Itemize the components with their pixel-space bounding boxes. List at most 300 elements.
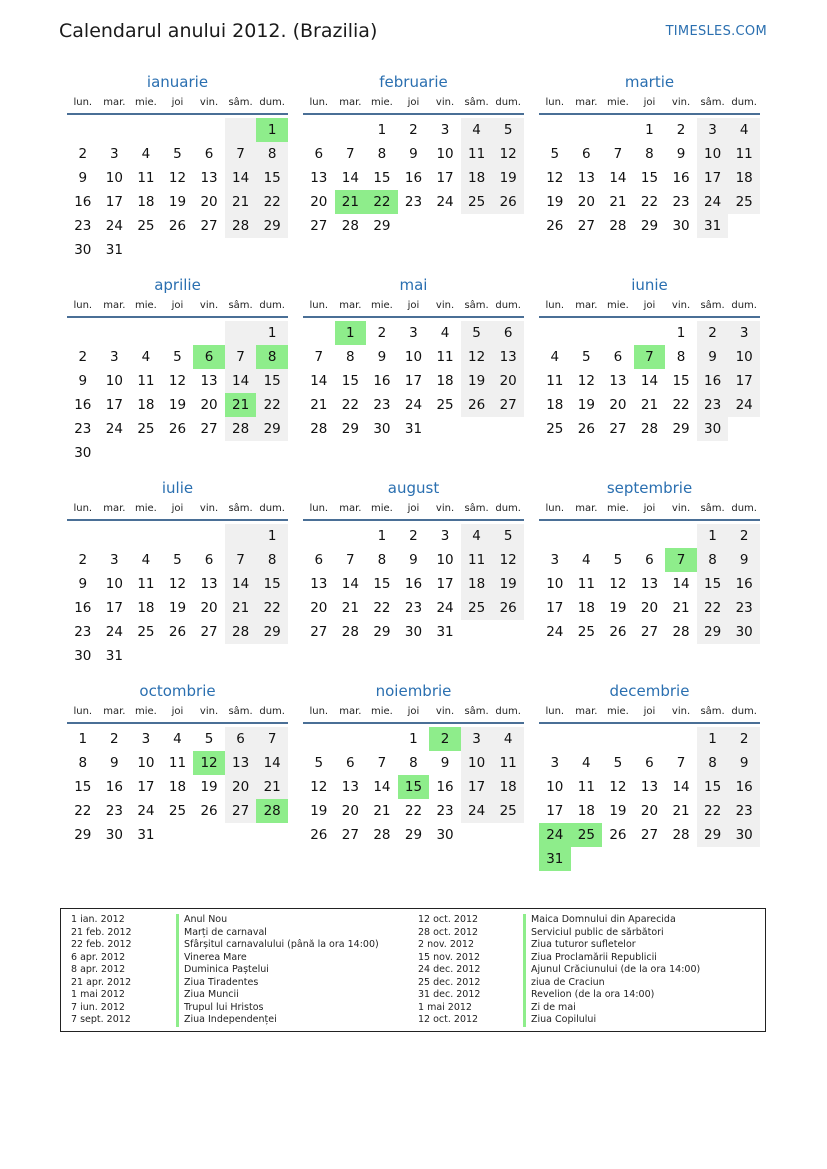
empty-cell [303,118,335,142]
day-cell: 25 [728,190,760,214]
day-cell: 18 [168,779,187,795]
day-cell: 14 [225,369,257,393]
day-cell: 23 [74,421,92,437]
day-cell: 20 [225,775,257,799]
month-iunie [539,275,760,465]
day-cell: 25 [577,624,595,640]
day-cell: 29 [341,421,359,437]
holiday-day-cell: 8 [256,345,288,369]
day-cell: 24 [461,799,493,823]
day-cell: 4 [582,755,591,771]
weekday-label: lun. [545,97,565,108]
day-cell: 9 [377,349,387,365]
day-cell: 4 [141,552,151,568]
empty-cell [162,524,194,548]
day-cell: 5 [613,755,623,771]
day-cell: 24 [546,624,564,640]
empty-cell [162,118,194,142]
day-cell: 29 [74,827,92,843]
empty-cell [193,524,225,548]
day-cell: 12 [168,576,187,592]
day-cell: 28 [341,218,359,234]
day-cell: 6 [225,727,257,751]
day-cell: 19 [168,194,187,210]
day-cell: 26 [168,218,187,234]
page-title: Calendarul anului 2012. (Brazilia) [59,20,378,42]
day-cell: 1 [697,727,729,751]
day-cell: 14 [310,373,328,389]
day-cell: 22 [697,596,729,620]
empty-cell [602,524,634,548]
day-cell: 9 [728,751,760,775]
day-cell: 16 [74,397,92,413]
day-cell: 24 [105,421,123,437]
day-cell: 3 [697,118,729,142]
day-cell: 6 [645,755,654,771]
day-cell: 30 [728,620,760,644]
day-cell: 1 [697,524,729,548]
day-cell: 20 [609,397,627,413]
day-cell: 3 [141,731,151,747]
day-cell: 18 [137,397,155,413]
legend-row [71,952,379,965]
weekday-label: dum. [259,706,285,717]
day-cell: 19 [200,779,218,795]
legend-holiday-name: Ziua Proclamării Republicii [523,952,657,965]
day-cell: 3 [440,528,450,544]
day-cell: 18 [436,373,454,389]
weekday-label: mar. [575,97,598,108]
day-cell: 8 [697,751,729,775]
day-cell: 10 [436,552,454,568]
month-name: martie [624,73,675,91]
day-cell: 13 [200,576,218,592]
day-cell: 4 [440,325,450,341]
day-cell: 3 [728,321,760,345]
legend-date: 2 nov. 2012 [418,939,474,950]
day-cell: 10 [105,576,123,592]
legend-row [418,952,700,965]
weekday-label: mie. [370,300,393,311]
day-cell: 7 [225,345,257,369]
day-cell: 1 [377,122,387,138]
day-cell: 26 [461,393,493,417]
day-cell: 18 [577,803,595,819]
day-cell: 16 [728,775,760,799]
day-cell: 22 [74,803,92,819]
day-cell: 31 [105,242,123,258]
day-cell: 28 [341,624,359,640]
weekday-header [303,498,524,521]
weekday-header [67,92,288,115]
day-cell: 11 [461,142,493,166]
day-cell: 27 [225,799,257,823]
day-cell: 23 [436,803,454,819]
empty-cell [99,524,131,548]
month-name: mai [399,276,428,294]
day-cell: 22 [672,397,690,413]
month-name: noiembrie [375,682,452,700]
day-cell: 12 [492,142,524,166]
day-cell: 25 [546,421,564,437]
weekday-header [303,92,524,115]
day-cell: 2 [728,524,760,548]
day-cell: 16 [105,779,123,795]
day-cell: 4 [582,552,591,568]
day-cell: 26 [492,190,524,214]
day-cell: 14 [341,170,359,186]
day-cell: 22 [373,600,391,616]
day-cell: 18 [461,572,493,596]
month-iulie [67,478,288,668]
day-cell: 11 [492,751,524,775]
day-cell: 9 [409,552,418,568]
day-cell: 7 [225,142,257,166]
day-cell: 11 [577,779,595,795]
weekday-label: lun. [73,300,93,311]
weekday-label: mie. [370,503,393,514]
day-cell: 22 [341,397,359,413]
day-cell: 25 [168,803,187,819]
weekday-label: vin. [435,300,455,311]
day-cell: 28 [672,827,690,843]
day-cell: 3 [550,755,560,771]
empty-cell [303,321,335,345]
day-cell: 3 [440,122,450,138]
day-cell: 26 [200,803,218,819]
day-cell: 25 [137,624,155,640]
day-cell: 11 [577,576,595,592]
day-cell: 24 [728,393,760,417]
day-cell: 13 [200,170,218,186]
legend-date: 15 nov. 2012 [418,951,481,963]
weekday-label: mie. [134,300,157,311]
day-cell: 20 [200,397,218,413]
empty-cell [665,727,697,751]
weekday-label: sâm. [700,706,725,717]
legend-date: 6 apr. 2012 [71,951,126,963]
day-cell: 26 [168,624,187,640]
day-cell: 26 [546,218,564,234]
day-cell: 30 [436,827,454,843]
day-cell: 15 [341,373,359,389]
day-cell: 8 [645,146,654,162]
day-cell: 8 [256,548,288,572]
day-cell: 1 [409,731,418,747]
day-cell: 10 [728,345,760,369]
weekday-label: sâm. [228,97,253,108]
day-cell: 23 [373,397,391,413]
month-name: octombrie [139,682,216,700]
month-name: aprilie [154,276,201,294]
day-cell: 21 [225,190,257,214]
weekday-label: mar. [103,503,126,514]
day-cell: 3 [110,552,119,568]
legend-date: 7 sept. 2012 [71,1014,131,1025]
weekday-header [539,92,760,115]
legend-holiday-name: Vinerea Mare [176,952,247,965]
day-cell: 5 [173,349,182,365]
day-cell: 15 [373,170,391,186]
legend-column-left [71,914,379,1027]
day-grid [67,118,288,262]
day-cell: 12 [310,779,328,795]
empty-cell [571,524,603,548]
month-octombrie [67,681,288,871]
legend-row [71,927,379,940]
day-cell: 4 [141,146,151,162]
day-cell: 2 [78,349,88,365]
day-grid [303,321,524,441]
weekday-label: dum. [259,300,285,311]
day-cell: 31 [404,421,423,437]
day-cell: 13 [225,751,257,775]
legend-row [71,1002,379,1015]
day-cell: 19 [461,369,493,393]
day-grid [303,118,524,238]
legend-row [418,1014,700,1027]
day-cell: 11 [728,142,760,166]
day-cell: 12 [546,170,564,186]
empty-cell [602,727,634,751]
day-cell: 5 [204,731,214,747]
day-cell: 20 [577,194,595,210]
day-cell: 6 [582,146,591,162]
day-cell: 15 [373,576,391,592]
legend-date: 31 dec. 2012 [418,989,481,1000]
holiday-day-cell: 7 [665,548,697,572]
legend-holiday-name: Serviciul public de sărbători [523,927,664,940]
day-cell: 8 [697,548,729,572]
day-cell: 18 [492,775,524,799]
day-cell: 10 [105,170,123,186]
day-cell: 27 [640,624,659,640]
day-cell: 7 [346,552,355,568]
day-cell: 29 [672,421,690,437]
weekday-label: vin. [199,503,219,514]
legend-holiday-name: Anul Nou [176,914,227,927]
day-cell: 6 [314,552,324,568]
day-grid [539,727,760,871]
legend-holiday-name: Ziua Muncii [176,989,239,1002]
empty-cell [130,524,162,548]
day-cell: 16 [404,576,423,592]
legend-holiday-name: Ziua Copilului [523,1014,596,1027]
day-grid [539,524,760,644]
holiday-day-cell: 7 [634,345,666,369]
month-name: septembrie [606,479,693,497]
month-ianuarie [67,72,288,262]
day-cell: 21 [672,600,690,616]
day-cell: 15 [697,572,729,596]
day-cell: 9 [110,755,119,771]
day-cell: 30 [672,218,690,234]
day-cell: 21 [256,775,288,799]
weekday-label: dum. [731,300,757,311]
empty-cell [99,118,131,142]
day-cell: 24 [404,397,423,413]
day-cell: 21 [341,600,359,616]
day-cell: 18 [137,600,155,616]
day-cell: 21 [640,397,659,413]
weekday-label: lun. [73,97,93,108]
legend-date: 1 mai 2012 [418,1001,472,1013]
day-cell: 14 [256,751,288,775]
weekday-label: joi [643,706,656,717]
day-cell: 2 [78,146,88,162]
site-link[interactable]: TIMESLES.COM [665,24,767,39]
day-cell: 2 [676,122,686,138]
day-cell: 19 [609,803,627,819]
day-cell: 26 [609,827,627,843]
day-cell: 26 [310,827,328,843]
day-cell: 1 [676,325,686,341]
day-cell: 7 [613,146,623,162]
day-cell: 9 [676,146,686,162]
day-cell: 26 [577,421,595,437]
weekday-label: sâm. [464,300,489,311]
empty-cell [99,321,131,345]
day-cell: 17 [461,775,493,799]
weekday-label: mie. [134,706,157,717]
month-name: iunie [631,276,668,294]
month-name: ianuarie [146,73,209,91]
weekday-label: dum. [731,97,757,108]
weekday-label: joi [407,300,420,311]
day-cell: 20 [640,803,659,819]
day-cell: 24 [105,218,123,234]
day-cell: 10 [697,142,729,166]
legend-row [418,1002,700,1015]
day-cell: 5 [582,349,591,365]
weekday-label: vin. [199,97,219,108]
weekday-label: joi [171,97,184,108]
day-grid [67,524,288,668]
day-cell: 6 [613,349,623,365]
day-cell: 17 [546,600,564,616]
legend-holiday-name: Ajunul Crăciunului (de la ora 14:00) [523,964,700,977]
day-cell: 20 [341,803,359,819]
day-cell: 6 [204,552,214,568]
day-cell: 27 [609,421,627,437]
weekday-label: mar. [103,706,126,717]
weekday-label: mie. [606,300,629,311]
empty-cell [571,727,603,751]
month-decembrie [539,681,760,871]
weekday-label: lun. [73,503,93,514]
month-mai [303,275,524,465]
day-cell: 23 [728,596,760,620]
legend-date: 28 oct. 2012 [418,926,479,938]
legend-holiday-name: Maica Domnului din Aparecida [523,914,676,927]
day-cell: 22 [256,393,288,417]
day-cell: 7 [377,755,387,771]
day-cell: 10 [404,349,423,365]
day-cell: 21 [225,596,257,620]
day-cell: 9 [728,548,760,572]
day-cell: 31 [436,624,454,640]
empty-cell [193,321,225,345]
holiday-day-cell: 21 [225,393,257,417]
day-cell: 23 [697,393,729,417]
day-cell: 10 [546,576,564,592]
day-cell: 4 [461,118,493,142]
day-cell: 18 [461,166,493,190]
weekday-label: joi [407,97,420,108]
weekday-label: lun. [545,300,565,311]
day-cell: 2 [409,122,418,138]
day-cell: 31 [697,214,729,238]
weekday-label: mar. [339,300,362,311]
day-cell: 19 [492,166,524,190]
day-cell: 11 [461,548,493,572]
day-cell: 4 [728,118,760,142]
day-cell: 27 [577,218,595,234]
weekday-label: sâm. [228,300,253,311]
weekday-label: mie. [370,706,393,717]
holiday-day-cell: 12 [193,751,225,775]
day-cell: 14 [609,170,627,186]
day-cell: 11 [436,349,454,365]
day-cell: 5 [461,321,493,345]
empty-cell [665,524,697,548]
weekday-label: mie. [134,97,157,108]
weekday-label: lun. [309,300,329,311]
day-cell: 7 [676,755,686,771]
empty-cell [335,118,367,142]
legend-date: 22 feb. 2012 [71,939,132,950]
day-cell: 26 [168,421,187,437]
day-cell: 30 [404,624,423,640]
legend-row [71,914,379,927]
day-cell: 11 [137,576,155,592]
day-cell: 6 [492,321,524,345]
day-cell: 6 [645,552,654,568]
day-cell: 2 [728,727,760,751]
day-cell: 27 [310,624,328,640]
day-cell: 4 [173,731,182,747]
legend-holiday-name: Ziua Independenței [176,1014,277,1027]
legend-holiday-name: Zi de mai [523,1002,576,1015]
day-cell: 29 [373,218,391,234]
legend-date: 8 apr. 2012 [71,964,126,975]
legend-row [418,914,700,927]
weekday-label: mar. [103,300,126,311]
legend-holiday-name: Marți de carnaval [176,927,267,940]
legend-column-right [418,914,700,1027]
month-aprilie [67,275,288,465]
day-cell: 8 [256,142,288,166]
day-cell: 12 [609,576,627,592]
day-cell: 20 [492,369,524,393]
day-cell: 16 [74,600,92,616]
day-cell: 8 [346,349,355,365]
weekday-label: vin. [435,706,455,717]
day-cell: 4 [461,524,493,548]
empty-cell [634,321,666,345]
legend-holiday-name: Revelion (de la ora 14:00) [523,989,654,1002]
weekday-label: lun. [309,706,329,717]
day-cell: 27 [640,827,659,843]
legend-holiday-name: ziua de Craciun [523,977,605,990]
day-cell: 18 [137,194,155,210]
weekday-label: vin. [199,300,219,311]
day-cell: 1 [377,528,387,544]
day-cell: 2 [110,731,119,747]
day-cell: 21 [310,397,328,413]
day-cell: 16 [74,194,92,210]
day-cell: 12 [168,170,187,186]
